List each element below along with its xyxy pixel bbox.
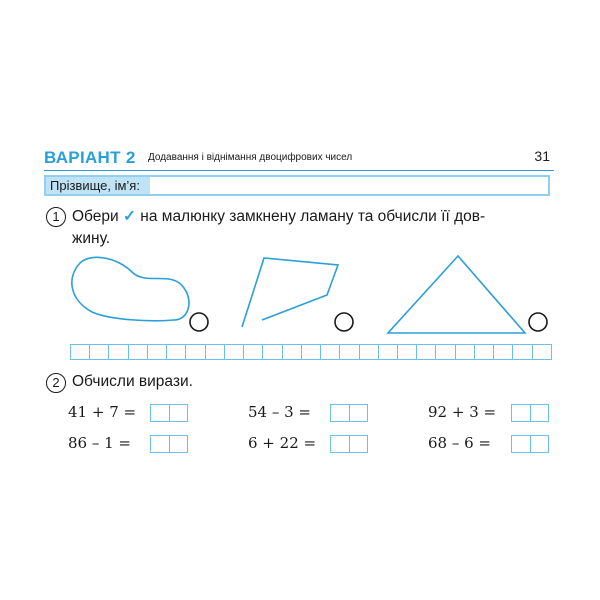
expression-3: 92 + 3 = <box>428 403 497 421</box>
expression-5: 6 + 22 = <box>248 434 317 452</box>
answer-grid-cell[interactable] <box>70 344 90 360</box>
answer-grid-cell[interactable] <box>167 344 186 360</box>
answer-grid-cell[interactable] <box>340 344 359 360</box>
task1-text-main: на малюнку замкнену ламану та обчисли її дов- <box>140 208 486 225</box>
task2-number: 2 <box>46 373 66 393</box>
answer-box-1[interactable] <box>150 404 188 422</box>
answer-grid-cell[interactable] <box>90 344 109 360</box>
expression-6: 68 – 6 = <box>428 434 492 452</box>
open-polyline-shape <box>242 258 338 327</box>
check-icon: ✓ <box>122 208 136 225</box>
answer-grid-cell[interactable] <box>283 344 302 360</box>
task1-number: 1 <box>46 207 66 227</box>
answer-box-5[interactable] <box>330 435 368 453</box>
task2-text: Обчисли вирази. <box>72 373 193 390</box>
answer-grid-strip[interactable] <box>70 344 552 360</box>
answer-grid-cell[interactable] <box>379 344 398 360</box>
answer-grid-cell[interactable] <box>109 344 128 360</box>
task1-text-line2: жину. <box>72 230 111 247</box>
answer-grid-cell[interactable] <box>225 344 244 360</box>
answer-grid-cell[interactable] <box>417 344 436 360</box>
expression-2: 54 – 3 = <box>248 403 312 421</box>
answer-grid-cell[interactable] <box>436 344 455 360</box>
choice-circle-2 <box>335 313 353 331</box>
answer-grid-cell[interactable] <box>206 344 225 360</box>
answer-grid-cell[interactable] <box>513 344 532 360</box>
answer-grid-cell[interactable] <box>360 344 379 360</box>
answer-grid-cell[interactable] <box>129 344 148 360</box>
page-number: 31 <box>534 148 550 164</box>
answer-box-6[interactable] <box>511 435 549 453</box>
answer-grid-cell[interactable] <box>148 344 167 360</box>
task1-text-before: Обери <box>72 208 119 225</box>
choice-circle-1 <box>190 313 208 331</box>
closed-curve-shape <box>72 257 189 320</box>
answer-grid-cell[interactable] <box>302 344 321 360</box>
answer-box-3[interactable] <box>511 404 549 422</box>
answer-grid-cell[interactable] <box>456 344 475 360</box>
variant-title: ВАРІАНТ 2 <box>44 148 136 167</box>
topic-title: Додавання і віднімання двоцифрових чисел <box>148 152 353 163</box>
triangle-shape <box>388 256 525 333</box>
answer-box-4[interactable] <box>150 435 188 453</box>
choice-circle-3 <box>529 313 547 331</box>
name-field-label: Прізвище, ім’я: <box>46 177 150 194</box>
answer-grid-cell[interactable] <box>533 344 552 360</box>
answer-grid-cell[interactable] <box>475 344 494 360</box>
answer-grid-cell[interactable] <box>244 344 263 360</box>
answer-grid-cell[interactable] <box>186 344 205 360</box>
answer-box-2[interactable] <box>330 404 368 422</box>
answer-grid-cell[interactable] <box>321 344 340 360</box>
answer-grid-cell[interactable] <box>263 344 282 360</box>
answer-grid-cell[interactable] <box>398 344 417 360</box>
expression-4: 86 – 1 = <box>68 434 132 452</box>
answer-grid-cell[interactable] <box>494 344 513 360</box>
expression-1: 41 + 7 = <box>68 403 137 421</box>
